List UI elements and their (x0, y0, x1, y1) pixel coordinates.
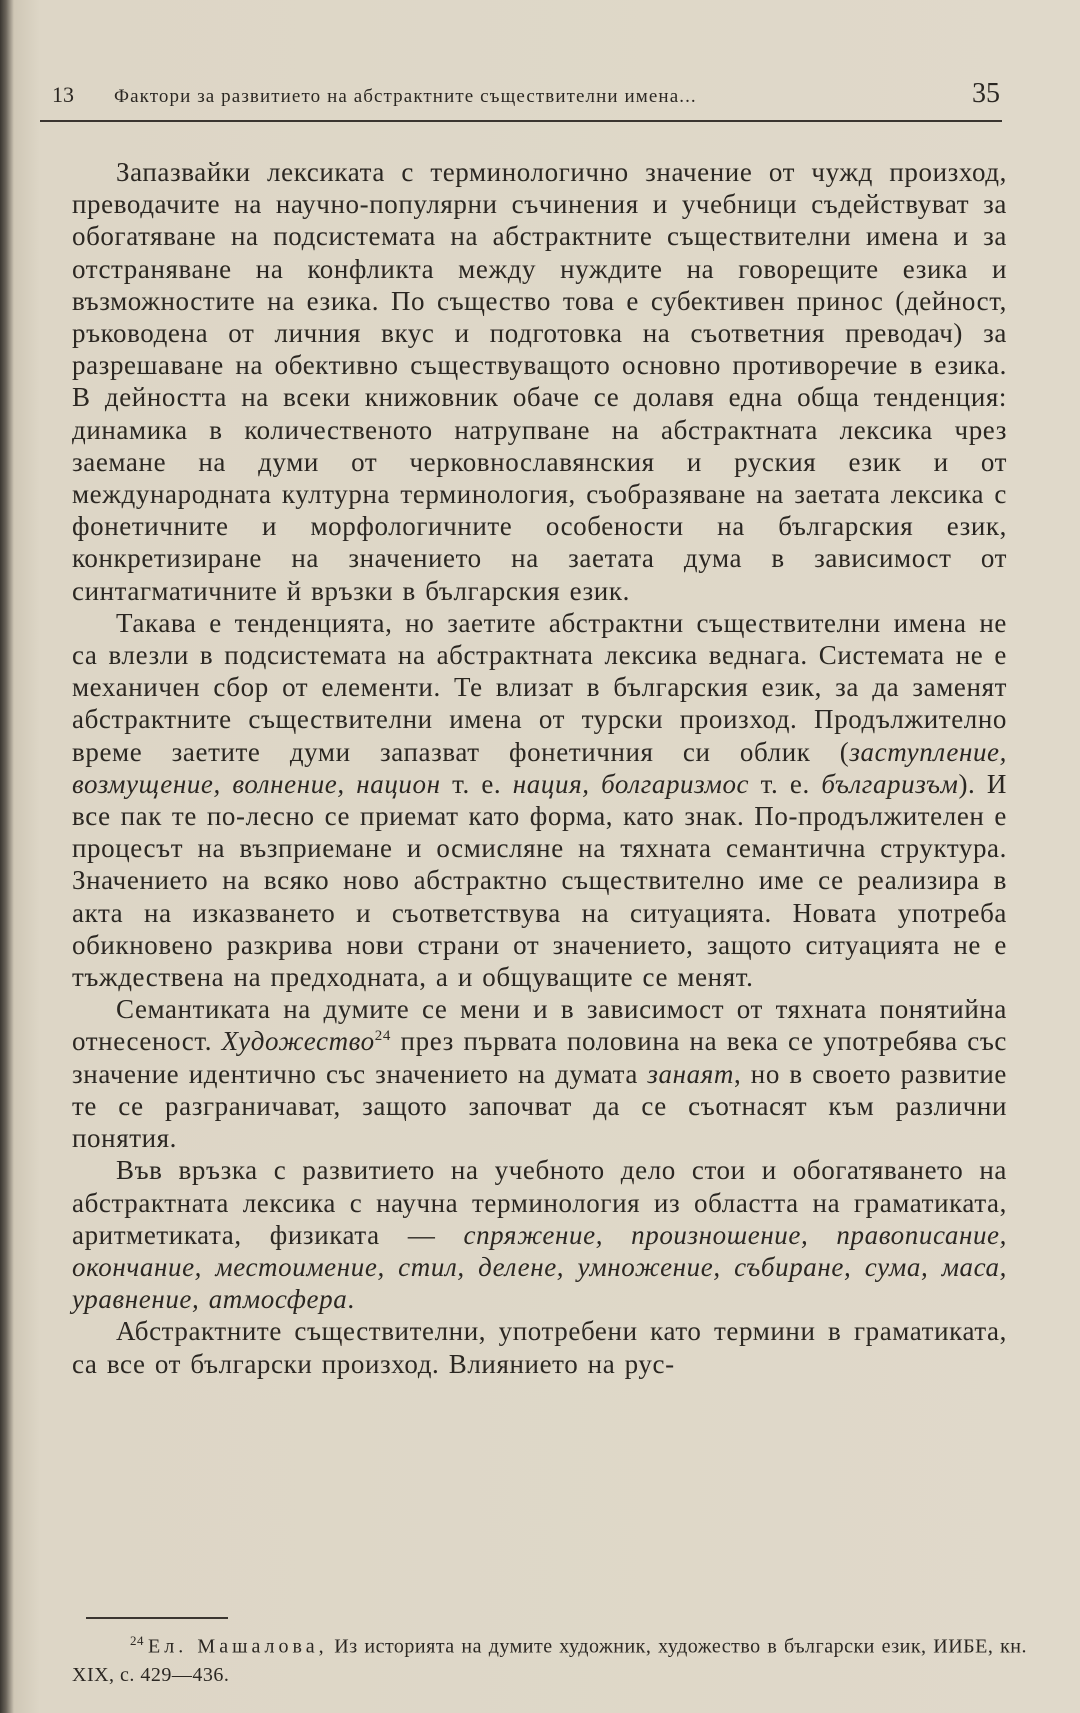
running-title: Фактори за развитието на абстрактните съществителни имена... (114, 86, 697, 107)
text-run: т. е. (440, 768, 513, 799)
footnote-number: 24 (130, 1633, 144, 1648)
text-run: Семантиката на думите се мени и в зависимост от тяхната понятийна отнесеност. (72, 994, 1007, 1057)
text-run: , но в своето развитие те се разграничават, защото започват да се съотнасят към различни понятия. (72, 1058, 1007, 1154)
footnote (72, 1627, 1027, 1689)
text-run: Запазвайки лексиката с терминологично значение от чужд произход, преводачите на научно-популярни съчинения и учебници съдействуват за обогатяване на подсистемата на абстрактните съществителни имена и за отстраняване на конфликта между нуждите на говорещите езика и възможностите на езика. По същество това е субективен принос (дейност, ръководена от личния вкус и подготовка на съответния преводач) за разрешаване на обективно съществуващото основно противоречие в езика. В дейността на всеки книжовник обаче се долавя една обща тенденция: динамика в количественото натрупване на абстрактната лексика чрез заемане на думи от черковнославянския и руския език и от международната културна терминология, съобразяване на заетата лексика с фонетичните и морфологичните особености на българския език, конкретизиране на значението на заетата дума в зависимост от синтагматичните й връзки в българския език. (72, 157, 1007, 606)
running-head (52, 78, 1000, 114)
paragraph (72, 607, 1007, 993)
paragraph (72, 1315, 1007, 1379)
italic-term: Художество (221, 1026, 375, 1057)
body-text (72, 156, 1007, 1380)
italic-term: заступление, возмущение, волнение, национ (72, 736, 1007, 799)
text-run: през първата половина на века се употребява със значение идентично със значението на думата (72, 1026, 1008, 1089)
paragraph (72, 156, 1007, 607)
text-run: Абстрактните съществителни, употребени като термини в граматиката, са все от български произход. Влиянието на рус- (72, 1316, 1007, 1379)
paragraph (72, 993, 1007, 1154)
italic-term: занаят (647, 1058, 734, 1089)
header-rule (40, 120, 1002, 122)
footnote-rule (86, 1617, 228, 1619)
paragraph (72, 1154, 1007, 1315)
text-run: Такава е тенденцията, но заетите абстрактни съществителни имена не са влезли в подсистемата на абстрактната лексика веднага. Системата не е механичен сбор от елементи. Те влизат в българския език, за да заменят абстрактните съществителни имена от турски произход. Продължително време заетите думи запазват фонетичния си облик ( (72, 607, 1007, 767)
section-number: 13 (52, 82, 74, 107)
footnote-text: Из историята на думите художник, художество в български език, ИИБЕ, кн. XIX, с. 429—436. (72, 1635, 1027, 1686)
text-run: Във връзка с развитието на учебното дело стои и обогатяването на абстрактната лексика с научна терминология из областта на граматиката, аритметиката, физиката — (72, 1155, 1007, 1250)
italic-term: спряжение, произношение, правописание, окончание, местоимение, стил, делене, умножение, събиране, сума, маса, уравнение, атмосфера (72, 1219, 1007, 1315)
page-number: 35 (972, 78, 1000, 109)
footnote-ref: 24 (374, 1028, 391, 1045)
footnote-author: Ел. Машалова, (148, 1635, 328, 1658)
text-run: ). И все пак те по-лесно се приемат като форма, като знак. По-продължителен е процесът на възприемане и осмисляне на тяхната семантична структура. Значението на всяко ново абстрактно съществително име се реализира в акта на изказването и съответствува на ситуацията. Новата употреба обикновено разкрива нови страни от значението, защото ситуацията не е тъждествена на предходната, а и общуващите се менят. (72, 768, 1008, 993)
text-run: . (347, 1284, 355, 1315)
italic-term: нация, болгаризмос (512, 768, 750, 799)
text-run: т. е. (749, 768, 822, 799)
italic-term: българизъм (821, 768, 959, 799)
